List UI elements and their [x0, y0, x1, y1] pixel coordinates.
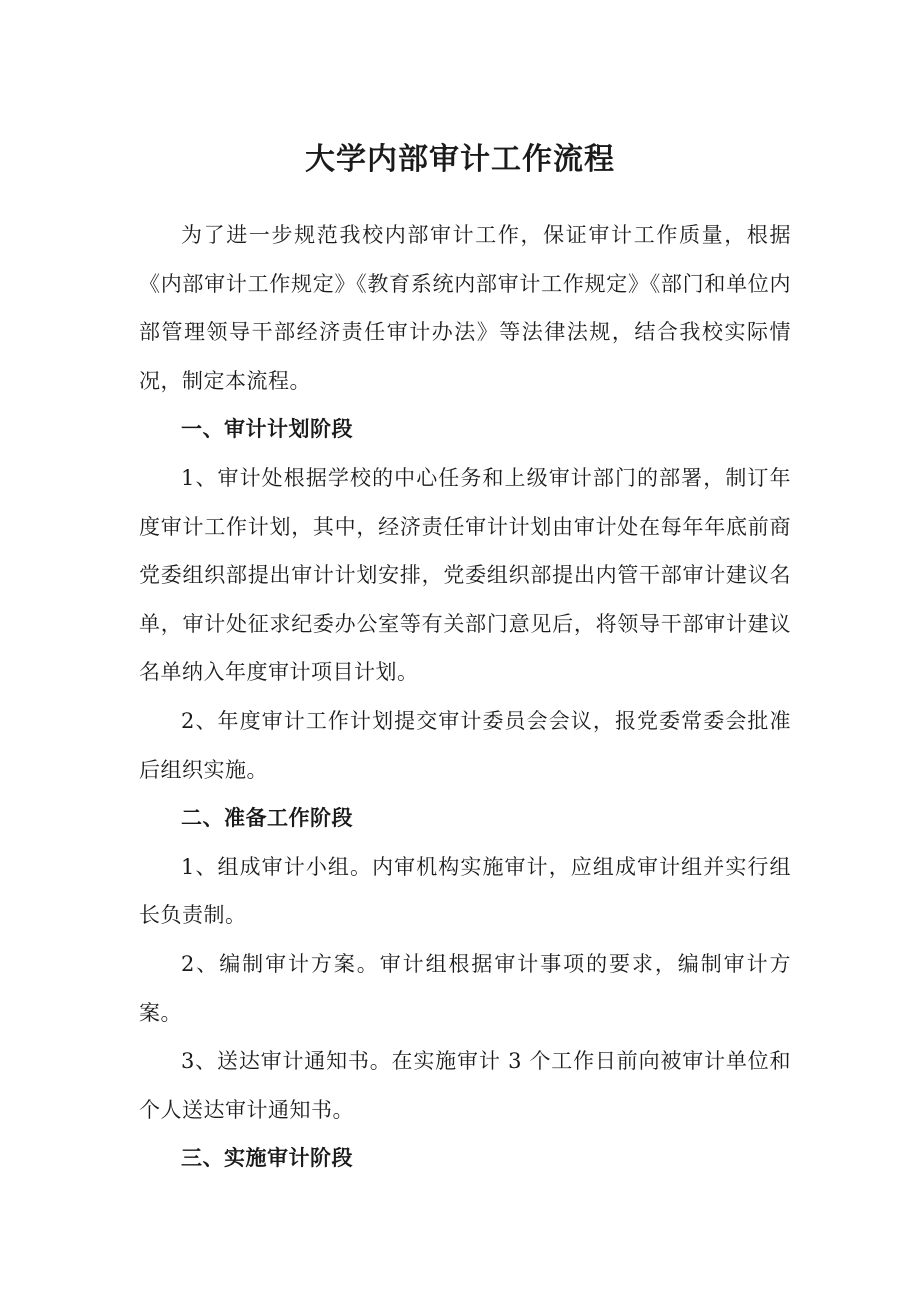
section-paragraph: 1、组成审计小组。内审机构实施审计，应组成审计组并实行组长负责制。	[139, 854, 791, 928]
document-body	[139, 211, 791, 1183]
section-paragraph: 2、编制审计方案。审计组根据审计事项的要求，编制审计方案。	[139, 951, 791, 1025]
section-paragraph: 1、审计处根据学校的中心任务和上级审计部门的部署，制订年度审计工作计划，其中，经济责任审计计划由审计处在每年年底前商党委组织部提出审计计划安排，党委组织部提出内管干部审计建议名单，审计处征求纪委办公室等有关部门意见后，将领导干部审计建议名单纳入年度审计项目计划。	[139, 465, 791, 685]
section-heading: 三、实施审计阶段	[181, 1146, 353, 1171]
section-heading: 二、准备工作阶段	[181, 806, 353, 831]
section-paragraph: 3、送达审计通知书。在实施审计 3 个工作日前向被审计单位和个人送达审计通知书。	[139, 1049, 791, 1122]
document-title: 大学内部审计工作流程	[305, 142, 615, 177]
section-heading: 一、审计计划阶段	[181, 417, 353, 442]
intro-paragraph: 为了进一步规范我校内部审计工作，保证审计工作质量，根据《内部审计工作规定》《教育系统内部审计工作规定》《部门和单位内部管理领导干部经济责任审计办法》等法律法规，结合我校实际情况，制定本流程。	[139, 223, 791, 393]
section-paragraph: 2、年度审计工作计划提交审计委员会会议，报党委常委会批准后组织实施。	[139, 708, 791, 782]
